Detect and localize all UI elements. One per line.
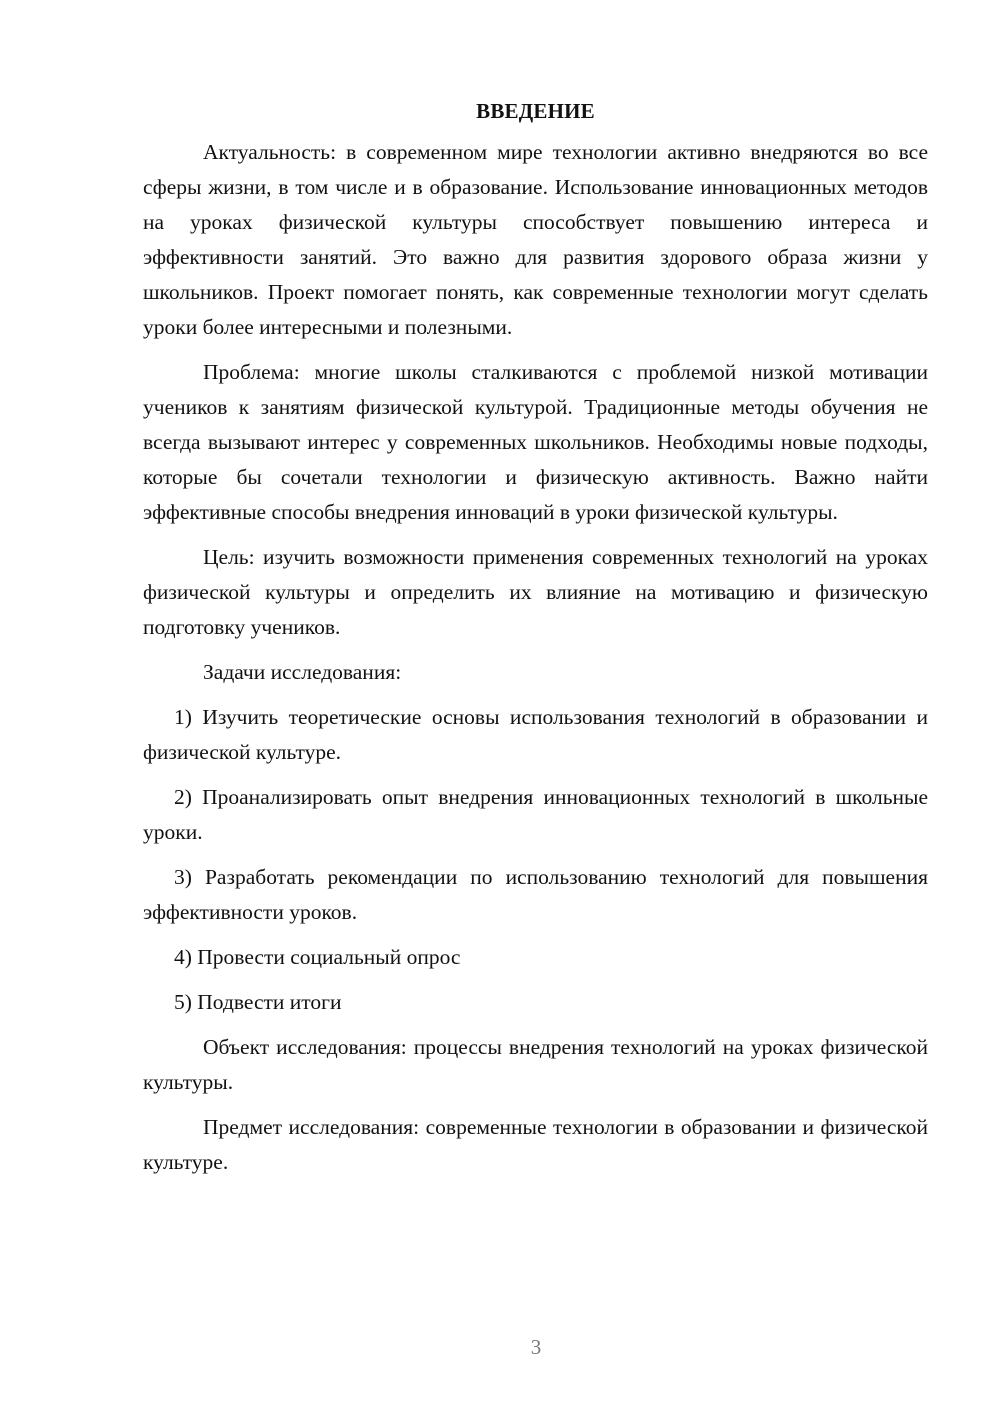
paragraph-problem: Проблема: многие школы сталкиваются с проблемой низкой мотивации учеников к занятиям физической культурой. Традиционные методы обучения не всегда вызывают интерес у современных школьников. Необходимы новые подходы, которые бы сочетали технологии и физическую активность. Важно найти эффективные способы внедрения инноваций в уроки физической культуры. (143, 360, 928, 524)
task-item-3: 3) Разработать рекомендации по использованию технологий для повышения эффективности уроков. (143, 865, 928, 924)
paragraph-subject: Предмет исследования: современные технологии в образовании и физической культуре. (143, 1115, 928, 1174)
task-item-1: 1) Изучить теоретические основы использования технологий в образовании и физической культуре. (143, 705, 928, 764)
page-number: 3 (530, 1335, 542, 1359)
paragraph-goal: Цель: изучить возможности применения современных технологий на уроках физической культуры и определить их влияние на мотивацию и физическую подготовку учеников. (143, 545, 928, 639)
task-item-4: 4) Провести социальный опрос (174, 945, 461, 969)
task-item-5: 5) Подвести итоги (174, 990, 342, 1014)
section-heading: ВВЕДЕНИЕ (476, 99, 595, 123)
paragraph-tasks-heading: Задачи исследования: (203, 660, 402, 684)
task-item-2: 2) Проанализировать опыт внедрения инновационных технологий в школьные уроки. (143, 785, 928, 844)
paragraph-object: Объект исследования: процессы внедрения технологий на уроках физической культуры. (143, 1035, 928, 1094)
paragraph-relevance: Актуальность: в современном мире технологии активно внедряются во все сферы жизни, в том числе и в образование. Использование инновационных методов на уроках физической культуры способствует повышению интереса и эффективности занятий. Это важно для развития здорового образа жизни у школьников. Проект помогает понять, как современные технологии могут сделать уроки более интересными и полезными. (143, 140, 928, 339)
page-content (143, 94, 928, 1190)
